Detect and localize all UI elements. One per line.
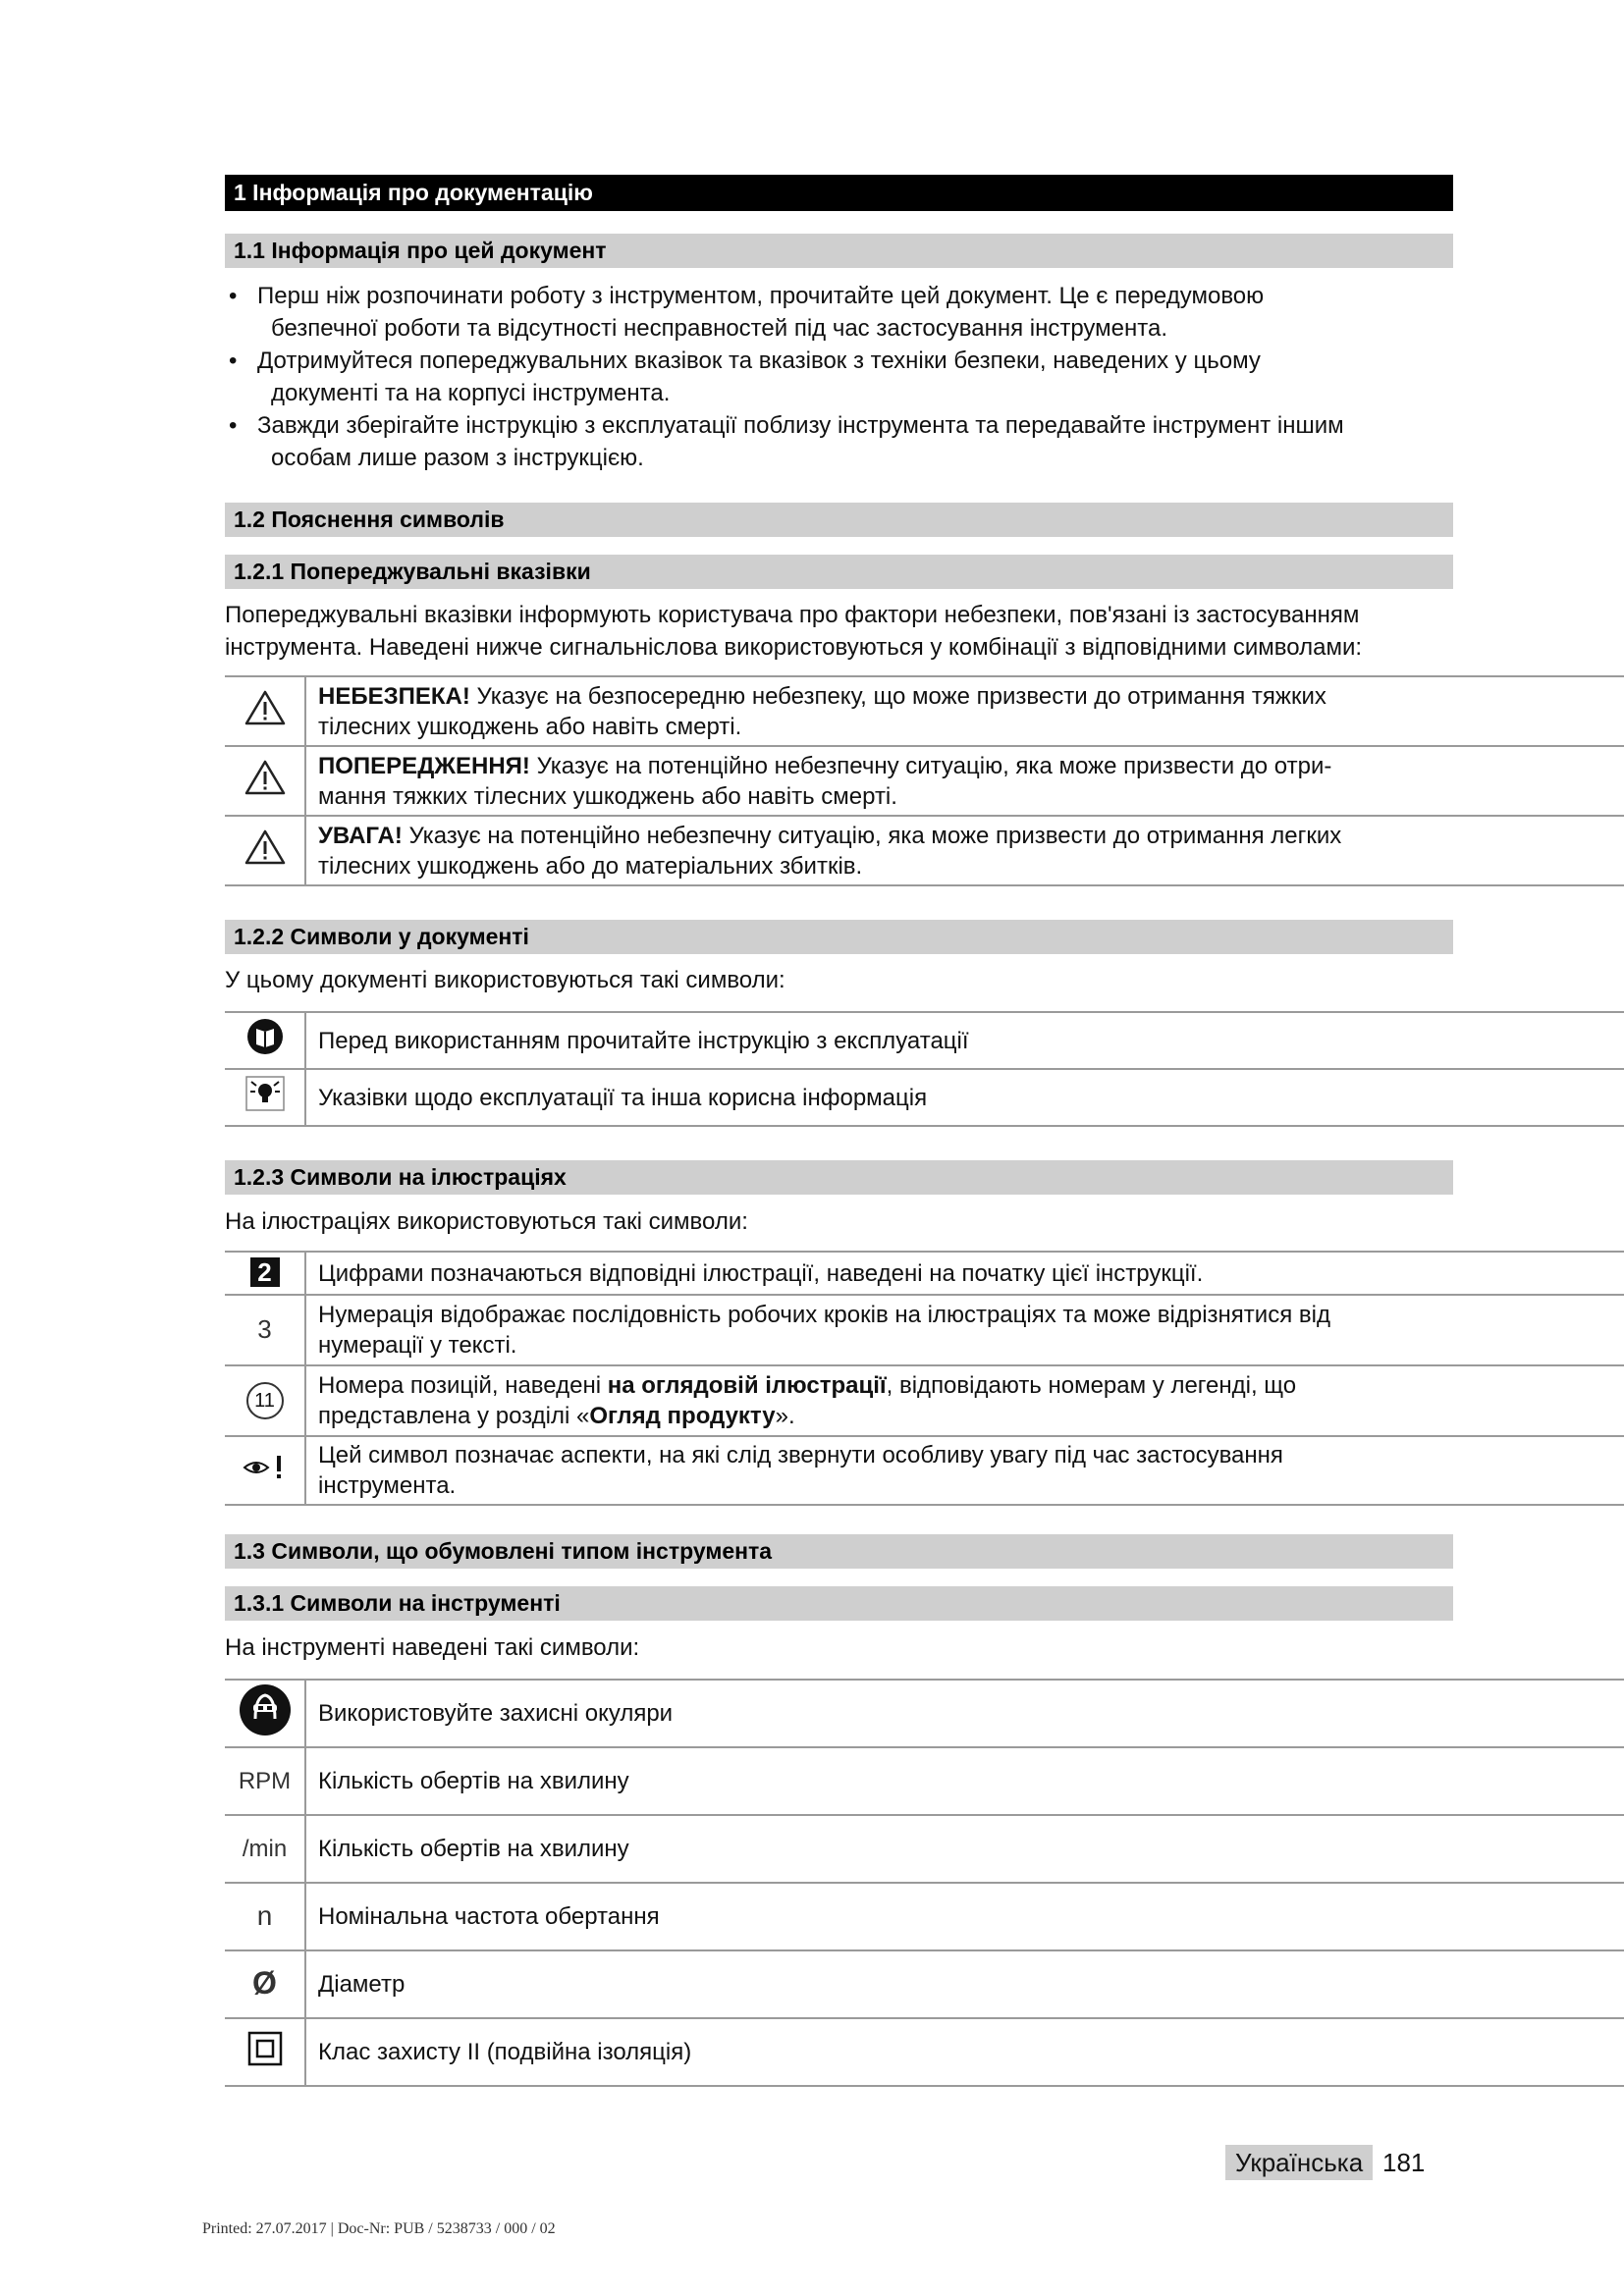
table-row: 11 Номера позицій, наведені на оглядовій ілюстрації, відповідають номерам у легенді, що представлена у розділі «Огляд продукту».	[225, 1365, 1624, 1436]
warning-triangle-icon	[244, 759, 287, 796]
table-row: RPM Кількість обертів на хвилину	[225, 1747, 1624, 1815]
list-item: • Перш ніж розпочинати роботу з інструментом, прочитайте цей документ. Це є передумовою безпечної роботи та відсутності несправностей під час застосування інструмента.	[225, 280, 1570, 345]
warning-triangle-icon	[244, 828, 287, 866]
page-number: 181	[1382, 2148, 1426, 2177]
attention-eye-icon	[243, 1453, 288, 1480]
table-row: Перед використанням прочитайте інструкцію з експлуатації	[225, 1012, 1624, 1069]
table-row: Використовуйте захисні окуляри	[225, 1680, 1624, 1747]
per-minute-icon: /min	[242, 1836, 288, 1862]
table-row: Ø Діаметр	[225, 1950, 1624, 2018]
position-number-icon: 11	[246, 1382, 284, 1419]
tool-symbols-table	[225, 1679, 1624, 2087]
doc-symbols-table	[225, 1011, 1624, 1127]
step-number-icon: 3	[257, 1314, 272, 1344]
doc-symbols-intro: У цьому документі використовуються такі символи:	[225, 967, 785, 993]
rpm-icon: RPM	[238, 1768, 292, 1794]
warnings-intro: Попереджувальні вказівки інформують користувача про фактори небезпеки, пов'язані із застосуванням інструмента. Наведені нижче сигнальніслова використовуються у комбінації з відповідними символами:	[225, 602, 1363, 661]
warnings-table	[225, 675, 1624, 886]
table-row: /min Кількість обертів на хвилину	[225, 1815, 1624, 1883]
table-row: 3 Нумерація відображає послідовність робочих кроків на ілюстраціях та може відрізнятися від нумерації у тексті.	[225, 1295, 1624, 1365]
illus-symbols-table	[225, 1251, 1624, 1506]
section-1-2-2-heading: 1.2.2 Символи у документі	[225, 920, 1453, 954]
nominal-speed-icon: n	[256, 1900, 273, 1931]
table-row: УВАГА! Указує на потенційно небезпечну ситуацію, яка може призвести до отримання легких тілесних ушкоджень або до матеріальних збитків.	[225, 816, 1624, 885]
section-1-1-heading: 1.1 Інформація про цей документ	[225, 234, 1453, 268]
figure-number-icon: 2	[250, 1257, 280, 1287]
illus-symbols-intro: На ілюстраціях використовуються такі символи:	[225, 1208, 748, 1235]
table-row: 2 Цифрами позначаються відповідні ілюстрації, наведені на початку цієї інструкції.	[225, 1252, 1624, 1295]
language-label: Українська	[1225, 2145, 1373, 2180]
table-row: НЕБЕЗПЕКА! Указує на безпосередню небезпеку, що може призвести до отримання тяжких тілесних ушкоджень або навіть смерті.	[225, 676, 1624, 746]
safety-goggles-icon	[239, 1683, 292, 1736]
list-item: • Дотримуйтеся попереджувальних вказівок та вказівок з техніки безпеки, наведених у цьому документі та на корпусі інструмента.	[225, 345, 1570, 409]
section-1-2-3-heading: 1.2.3 Символи на ілюстраціях	[225, 1160, 1453, 1195]
table-row: Клас захисту II (подвійна ізоляція)	[225, 2018, 1624, 2086]
section-1-2-heading: 1.2 Пояснення символів	[225, 503, 1453, 537]
read-manual-icon	[245, 1017, 285, 1056]
section-1-3-1-heading: 1.3.1 Символи на інструменті	[225, 1586, 1453, 1621]
diameter-icon: Ø	[252, 1964, 277, 2001]
warning-triangle-icon	[244, 689, 287, 726]
table-row: Цей символ позначає аспекти, на які слід звернути особливу увагу під час застосування інструмента.	[225, 1436, 1624, 1505]
table-row: n Номінальна частота обертання	[225, 1883, 1624, 1950]
section-1-heading: 1 Інформація про документацію	[225, 175, 1453, 211]
info-bullet-list	[225, 280, 1570, 474]
tool-symbols-intro: На інструменті наведені такі символи:	[225, 1634, 640, 1661]
lightbulb-tip-icon	[245, 1076, 285, 1111]
table-row: ПОПЕРЕДЖЕННЯ! Указує на потенційно небезпечну ситуацію, яка може призвести до отри- мання тяжких тілесних ушкоджень або навіть смерті.	[225, 746, 1624, 816]
section-1-2-1-heading: 1.2.1 Попереджувальні вказівки	[225, 555, 1453, 589]
section-1-3-heading: 1.3 Символи, що обумовлені типом інструмента	[225, 1534, 1453, 1569]
protection-class-ii-icon	[247, 2031, 283, 2066]
list-item: • Завжди зберігайте інструкцію з експлуатації поблизу інструмента та передавайте інструмент іншим особам лише разом з інструкцією.	[225, 409, 1570, 474]
print-info: Printed: 27.07.2017 | Doc-Nr: PUB / 5238733 / 000 / 02	[202, 2220, 556, 2237]
table-row: Указівки щодо експлуатації та інша корисна інформація	[225, 1069, 1624, 1126]
